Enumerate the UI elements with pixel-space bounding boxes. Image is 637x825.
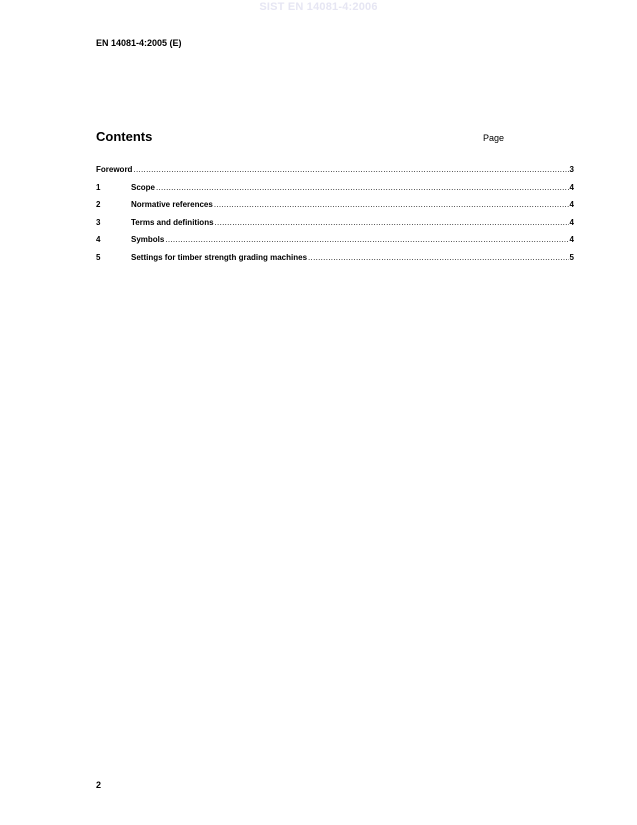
toc-leader-dots <box>133 165 568 174</box>
toc-entry-symbols[interactable] <box>96 235 574 253</box>
toc-entry-title: Scope <box>131 182 156 192</box>
toc-entry-page: 4 <box>569 182 574 192</box>
toc-entry-number: 1 <box>96 182 101 192</box>
toc-entry-title: Foreword <box>96 165 133 174</box>
toc-entry-page: 4 <box>569 235 574 245</box>
toc-leader-dots <box>214 200 569 209</box>
toc-entry-terms-and-definitions[interactable] <box>96 218 574 236</box>
toc-entry-title: Terms and definitions <box>131 217 214 227</box>
toc-entry-page: 4 <box>569 200 574 210</box>
toc-entry-foreword[interactable] <box>96 165 574 183</box>
toc-entry-page: 3 <box>569 165 574 174</box>
table-of-contents <box>96 165 574 271</box>
page-column-label: Page <box>483 133 505 143</box>
toc-entry-title: Symbols <box>131 235 165 245</box>
toc-entry-title: Settings for timber strength grading machines <box>131 252 308 262</box>
toc-entry-title: Normative references <box>131 200 213 210</box>
toc-entry-normative-references[interactable] <box>96 200 574 218</box>
watermark: SIST EN 14081-4:2006 <box>259 1 378 13</box>
toc-leader-dots <box>156 183 569 192</box>
toc-entry-number: 3 <box>96 217 101 227</box>
toc-entry-settings[interactable] <box>96 253 574 271</box>
toc-entry-page: 4 <box>569 217 574 227</box>
toc-entry-page: 5 <box>569 252 574 262</box>
document-id-header: EN 14081-4:2005 (E) <box>96 38 182 48</box>
toc-entry-number: 5 <box>96 252 101 262</box>
page-number: 2 <box>96 780 102 790</box>
toc-entry-number: 2 <box>96 200 101 210</box>
toc-leader-dots <box>215 218 569 227</box>
contents-heading: Contents <box>96 129 153 144</box>
toc-entry-scope[interactable] <box>96 183 574 201</box>
toc-leader-dots <box>165 235 568 244</box>
toc-leader-dots <box>308 253 569 262</box>
toc-entry-number: 4 <box>96 235 101 245</box>
